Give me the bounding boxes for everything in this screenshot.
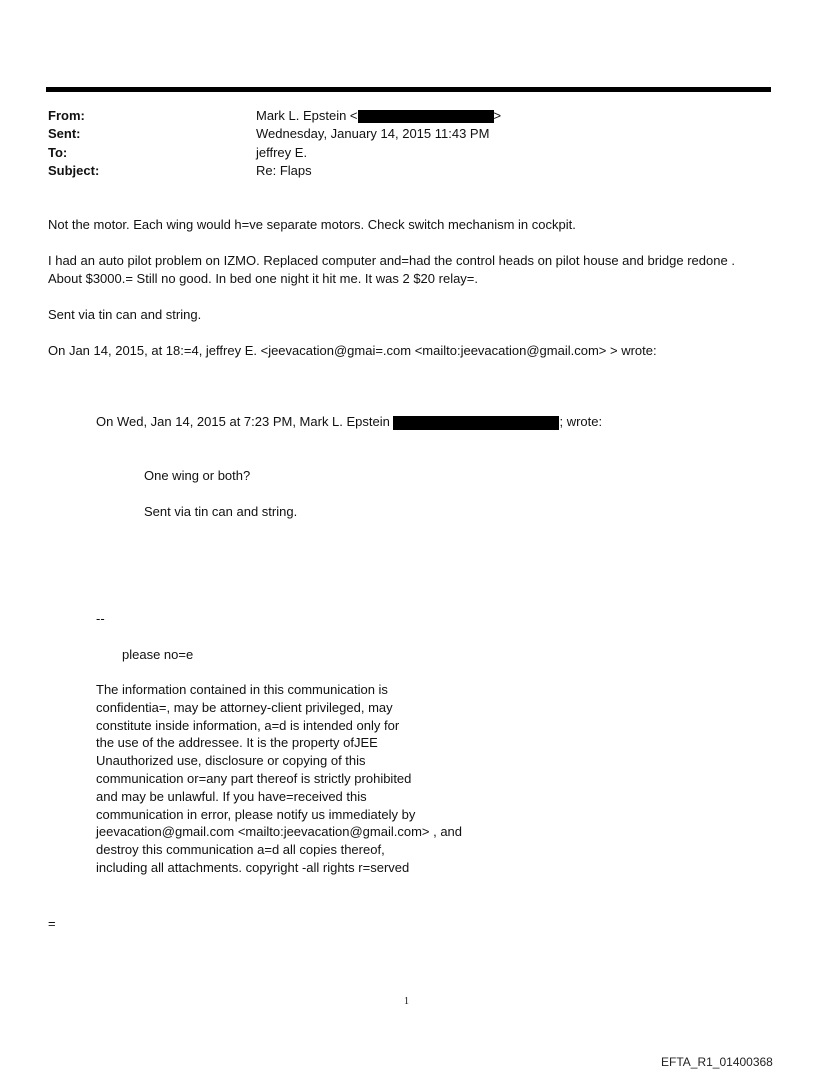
body-line-1: Not the motor. Each wing would h=ve separate motors. Check switch mechanism in cockpit. (48, 217, 576, 232)
from-value (256, 108, 501, 123)
please-note: please no=e (122, 647, 194, 662)
disclaimer-line: including all attachments. copyright -all rights r=served (96, 859, 410, 875)
to-value: jeffrey E. (256, 145, 308, 160)
nested-header-pre: On Wed, Jan 14, 2015 at 7:23 PM, Mark L. Epstein (96, 414, 394, 429)
disclaimer-line: and may be unlawful. If you have=received this (96, 788, 367, 804)
disclaimer-line: jeevacation@gmail.com <mailto:jeevacation@gmail.com> , and (96, 824, 463, 840)
nested-header-post: ; wrote: (559, 414, 603, 429)
redaction-block (358, 110, 494, 123)
disclaimer-line: communication in error, please notify us immediately by (96, 806, 416, 822)
signature-dash: -- (96, 611, 105, 626)
header-rule (46, 87, 771, 92)
redaction-block (393, 416, 559, 430)
disclaimer-line: The information contained in this communication is (96, 682, 388, 697)
nested-signature: Sent via tin can and string. (144, 504, 298, 519)
disclaimer (96, 681, 462, 877)
disclaimer-line: the use of the addressee. It is the property ofJEE (96, 735, 378, 751)
document-id: EFTA_R1_01400368 (661, 1055, 773, 1069)
trailing-equals: = (48, 916, 56, 931)
body-line-2a: I had an auto pilot problem on IZMO. Replaced computer and=had the control heads on pilot house and bridge redone . (48, 253, 735, 268)
disclaimer-line: confidentia=, may be attorney-client privileged, may (96, 699, 393, 715)
nested-question: One wing or both? (144, 468, 251, 483)
disclaimer-line: constitute inside information, a=d is intended only for (96, 717, 400, 733)
signature: Sent via tin can and string. (48, 307, 202, 322)
sent-value: Wednesday, January 14, 2015 11:43 PM (256, 126, 490, 141)
disclaimer-line: destroy this communication a=d all copies thereof, (96, 842, 385, 858)
to-label: To: (48, 145, 68, 160)
from-name: Mark L. Epstein < (256, 108, 358, 123)
from-label: From: (48, 108, 85, 123)
from-close: > (493, 108, 502, 123)
page-number: 1 (404, 996, 409, 1007)
quote-header: On Jan 14, 2015, at 18:=4, jeffrey E. <jeevacation@gmai=.com <mailto:jeevacation@gmail.com> > wrote: (48, 343, 657, 358)
subject-label: Subject: (48, 163, 100, 178)
nested-quote-header (96, 413, 602, 431)
subject-value: Re: Flaps (256, 163, 312, 178)
disclaimer-line: Unauthorized use, disclosure or copying of this (96, 753, 366, 769)
body-line-2b: About $3000.= Still no good. In bed one night it hit me. It was 2 $20 relay=. (48, 271, 479, 286)
disclaimer-line: communication or=any part thereof is strictly prohibited (96, 770, 412, 786)
sent-label: Sent: (48, 126, 81, 141)
